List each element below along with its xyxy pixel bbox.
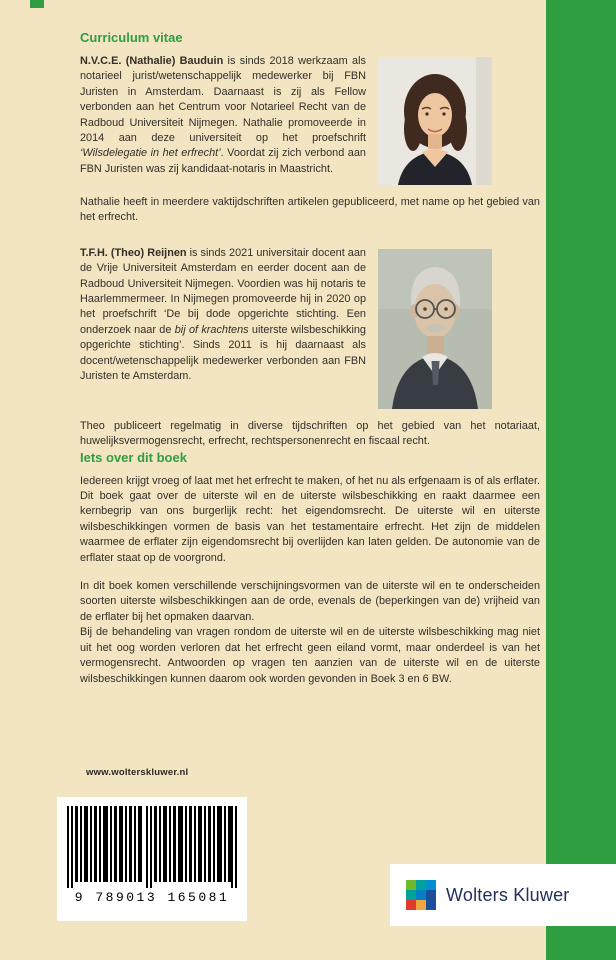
reijnen-portrait-illustration xyxy=(378,249,492,409)
cover-content xyxy=(80,30,540,687)
bauduin-portrait-photo xyxy=(378,57,492,185)
cv-heading: Curriculum vitae xyxy=(80,30,183,45)
about-paragraph-2b: Bij de behandeling van vragen rondom de uiterste wil en de uiterste wilsbeschikking mag niet uit het oog worden verloren dat het erfrecht geen eiland vormt, maar onderdeel is van het vermogensrecht. Antwoorden op vragen ten aanzien van de uiterste wil en de uiterste wilsbeschikkingen kunnen daarom ook worden gevonden in Boek 3 en 6 BW. xyxy=(80,626,540,685)
reijnen-thesis-italic: bij of krachtens xyxy=(174,323,249,336)
green-stripe xyxy=(546,0,616,960)
reijnen-publications-note: Theo publiceert regelmatig in diverse tijdschriften op het gebied van het notariaat, huwelijksvermogensrecht, erfrecht, rechtspersonenrecht en fiscaal recht. xyxy=(80,419,540,448)
bauduin-bio-text-1: is sinds 2018 werkzaam als notarieel jurist/wetenschappelijk medewerker bij FBN Juristen in Amsterdam. Daarnaast is zij als Fellow verbonden aan het Centrum voor Notarieel Recht van de Radboud Universiteit Nijmegen. Nathalie promoveerde in 2014 aan deze universiteit op het proefschrift xyxy=(80,55,366,145)
bauduin-name: N.V.C.E. (Nathalie) Bauduin xyxy=(80,55,224,67)
reijnen-portrait-photo xyxy=(378,249,492,409)
spine-tab-decoration xyxy=(30,0,44,8)
about-paragraph-2a: In dit boek komen verschillende verschijningsvormen van de uiterste wil en te onderscheiden soorten uiterste wilsbeschikkingen aan de orde, evenals de (beperkingen van de) vrijheid van de erflater bij het opmaken daarvan. xyxy=(80,580,540,623)
isbn-barcode xyxy=(57,797,247,921)
bauduin-thesis-title: ‘Wilsdelegatie in het erfrecht’ xyxy=(80,147,221,160)
reijnen-bio-text-1: is sinds 2021 universitair docent aan de Vrije Universiteit Amsterdam en eerder docent aan de Radboud Universiteit Nijmegen. Voordien was hij notaris te Haarlemmermeer. In Nijmegen promoveerde hij in 2020 op het proefschrift ‘De bij dode opgerichte stichting. Een onderzoek naar de xyxy=(80,246,366,336)
about-heading: Iets over dit boek xyxy=(80,449,187,465)
author-bauduin-block xyxy=(80,54,540,226)
author-reijnen-block xyxy=(80,246,540,450)
publisher-logo-plate xyxy=(390,864,616,926)
reijnen-name: T.F.H. (Theo) Reijnen xyxy=(80,246,187,259)
isbn-number: 9 789013 165081 xyxy=(74,890,230,905)
wolters-kluwer-logo-icon xyxy=(406,880,436,910)
reijnen-bio-text-2: uiterste wilsbeschikking opgerichte stichting’. Sinds 2011 is hij daarnaast als docent/wetenschappelijk medewerker verbonden aan FBN Juristen te Amsterdam. xyxy=(80,323,366,383)
publisher-name: Wolters Kluwer xyxy=(446,884,570,905)
barcode-bars xyxy=(67,806,237,888)
about-paragraph-1: Iedereen krijgt vroeg of laat met het erfrecht te maken, of het nu als erfgenaam is of als erflater. Dit boek gaat over de uiterste wil en de uiterste wilsbeschikking en raakt daarmee een kernbegrip van ons burgerlijk recht: het eigendomsrecht. De uiterste wil en uiterste wilsbeschikkingen vormen de basis van het testamentaire erfrecht. Het zijn de middelen waarmee de erflater zijn eigendomsrecht bij overlijden kan laten gelden. De autonomie van de erflater staat op de voorgrond. xyxy=(80,474,540,564)
bauduin-publications-note: Nathalie heeft in meerdere vaktijdschriften artikelen gepubliceerd, met name op het gebied van het erfrecht. xyxy=(80,196,540,224)
bauduin-bio-text-2: . Voordat zij zich verbond aan FBN Juristen was zij kandidaat-notaris in Maastricht. xyxy=(80,147,366,175)
publisher-website-url: www.wolterskluwer.nl xyxy=(86,767,189,778)
bauduin-portrait-illustration xyxy=(378,57,492,185)
